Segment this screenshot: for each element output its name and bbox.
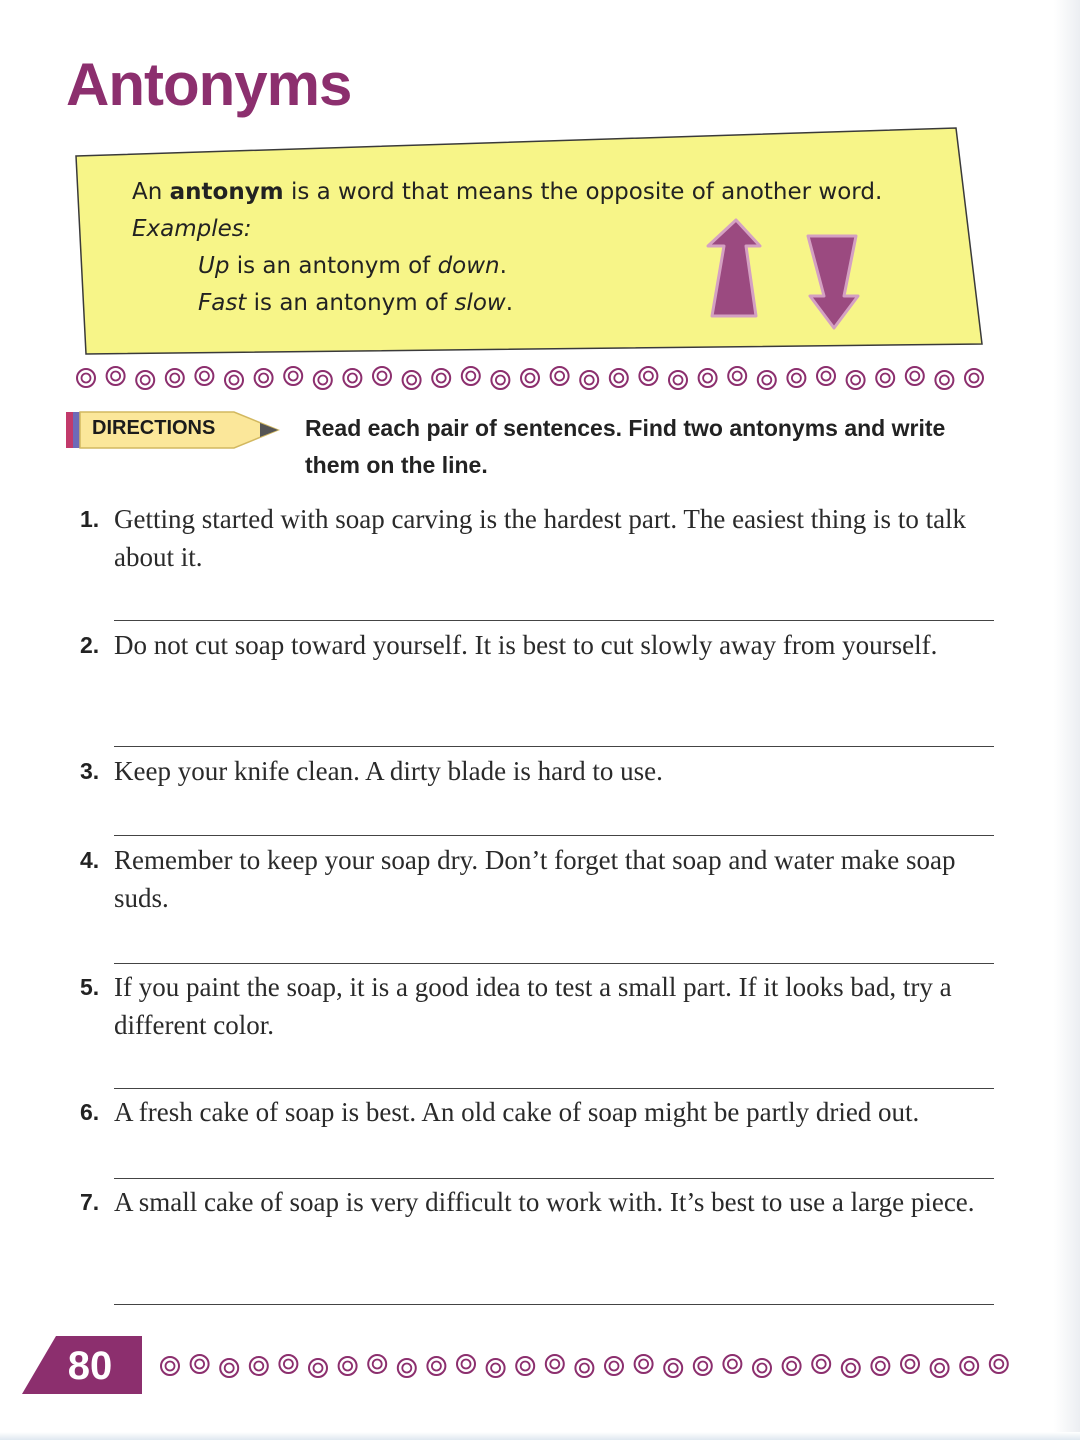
- page-bottom-edge: [0, 1432, 1080, 1440]
- question-text: Remember to keep your soap dry. Don’t forget that soap and water make soap suds.: [114, 845, 956, 913]
- question-number: 1.: [80, 506, 100, 532]
- decorative-dot: [635, 1355, 653, 1373]
- examples-label: Examples:: [132, 216, 252, 242]
- decorative-dot: [699, 369, 717, 387]
- decorative-dot: [491, 371, 509, 389]
- decorative-dot: [546, 1355, 564, 1373]
- question-number: 3.: [80, 758, 100, 784]
- question-text: If you paint the soap, it is a good idea to test a small part. If it looks bad, try a different color.: [114, 972, 952, 1040]
- decorative-dot: [551, 367, 569, 385]
- antonym-term: antonym: [169, 179, 284, 205]
- decorative-dot: [694, 1357, 712, 1375]
- question-number: 6.: [80, 1099, 100, 1125]
- question-text: Getting started with soap carving is the hardest part. The easiest thing is to talk about it.: [114, 504, 967, 572]
- decorative-dot: [876, 369, 894, 387]
- answer-line-5[interactable]: [114, 1088, 994, 1089]
- decorative-dot-border-top: [74, 364, 994, 394]
- decorative-dot: [225, 371, 243, 389]
- decorative-dot: [255, 369, 273, 387]
- decorative-dot: [753, 1359, 771, 1377]
- page-edge-shadow: [1054, 0, 1080, 1440]
- decorative-dot: [783, 1357, 801, 1375]
- decorative-dot: [457, 1355, 475, 1373]
- directions-label: DIRECTIONS: [92, 417, 216, 439]
- decorative-dot: [136, 371, 154, 389]
- decorative-dot: [398, 1359, 416, 1377]
- decorative-dot: [610, 369, 628, 387]
- answer-line-3[interactable]: [114, 835, 994, 836]
- decorative-dot: [220, 1359, 238, 1377]
- decorative-dot: [432, 369, 450, 387]
- decorative-dot: [339, 1357, 357, 1375]
- decorative-dot: [871, 1357, 889, 1375]
- question-number: 4.: [80, 847, 100, 873]
- decorative-dot: [935, 371, 953, 389]
- up-arrow-icon: [708, 220, 760, 316]
- decorative-dot: [842, 1359, 860, 1377]
- question-text: A small cake of soap is very difficult to work with. It’s best to use a large piece.: [114, 1187, 975, 1217]
- decorative-dot: [965, 369, 983, 387]
- page-number: 80: [67, 1344, 113, 1388]
- question-text: A fresh cake of soap is best. An old cake of soap might be partly dried out.: [114, 1097, 920, 1127]
- directions-text: Read each pair of sentences. Find two antonyms and write them on the line.: [305, 415, 946, 478]
- decorative-dot: [373, 367, 391, 385]
- decorative-dot: [284, 367, 302, 385]
- question-text: Keep your knife clean. A dirty blade is hard to use.: [114, 756, 663, 786]
- up-down-arrows: [700, 216, 870, 336]
- decorative-dot: [847, 371, 865, 389]
- decorative-dot: [580, 371, 598, 389]
- decorative-dot: [817, 367, 835, 385]
- decorative-dot: [368, 1355, 386, 1373]
- decorative-dot: [787, 369, 805, 387]
- decorative-dot-border-bottom: [158, 1352, 1014, 1382]
- decorative-dot: [107, 367, 125, 385]
- answer-line-4[interactable]: [114, 963, 994, 964]
- decorative-dot: [279, 1355, 297, 1373]
- decorative-dot: [960, 1357, 978, 1375]
- decorative-dot: [639, 367, 657, 385]
- decorative-dot: [723, 1355, 741, 1373]
- example-2: Fast is an antonym of slow.: [198, 290, 514, 316]
- example-1: Up is an antonym of down.: [198, 253, 507, 279]
- decorative-dot: [931, 1359, 949, 1377]
- decorative-dot: [462, 367, 480, 385]
- decorative-dot: [812, 1355, 830, 1373]
- decorative-dot: [166, 369, 184, 387]
- decorative-dot: [575, 1359, 593, 1377]
- decorative-dot: [427, 1357, 445, 1375]
- definition-sentence: An antonym is a word that means the opposite of another word.: [132, 179, 883, 205]
- answer-line-2[interactable]: [114, 746, 994, 747]
- decorative-dot: [309, 1359, 327, 1377]
- decorative-dot: [906, 367, 924, 385]
- page-title: Antonyms: [66, 51, 352, 118]
- decorative-dot: [403, 371, 421, 389]
- decorative-dot: [161, 1357, 179, 1375]
- question-number: 2.: [80, 632, 100, 658]
- question-number: 5.: [80, 974, 100, 1000]
- decorative-dot: [191, 1355, 209, 1373]
- decorative-dot: [758, 371, 776, 389]
- question-number: 7.: [80, 1189, 100, 1215]
- question-text: Do not cut soap toward yourself. It is best to cut slowly away from yourself.: [114, 630, 938, 660]
- decorative-dot: [487, 1359, 505, 1377]
- decorative-dot: [901, 1355, 919, 1373]
- answer-line-7[interactable]: [114, 1304, 994, 1305]
- decorative-dot: [669, 371, 687, 389]
- decorative-dot: [664, 1359, 682, 1377]
- decorative-dot: [343, 369, 361, 387]
- decorative-dot: [250, 1357, 268, 1375]
- decorative-dot: [314, 371, 332, 389]
- decorative-dot: [521, 369, 539, 387]
- decorative-dot: [728, 367, 746, 385]
- decorative-dot: [195, 367, 213, 385]
- decorative-dot: [605, 1357, 623, 1375]
- down-arrow-icon: [808, 236, 858, 328]
- answer-line-6[interactable]: [114, 1178, 994, 1179]
- answer-line-1[interactable]: [114, 620, 994, 621]
- decorative-dot: [516, 1357, 534, 1375]
- decorative-dot: [77, 369, 95, 387]
- decorative-dot: [990, 1355, 1008, 1373]
